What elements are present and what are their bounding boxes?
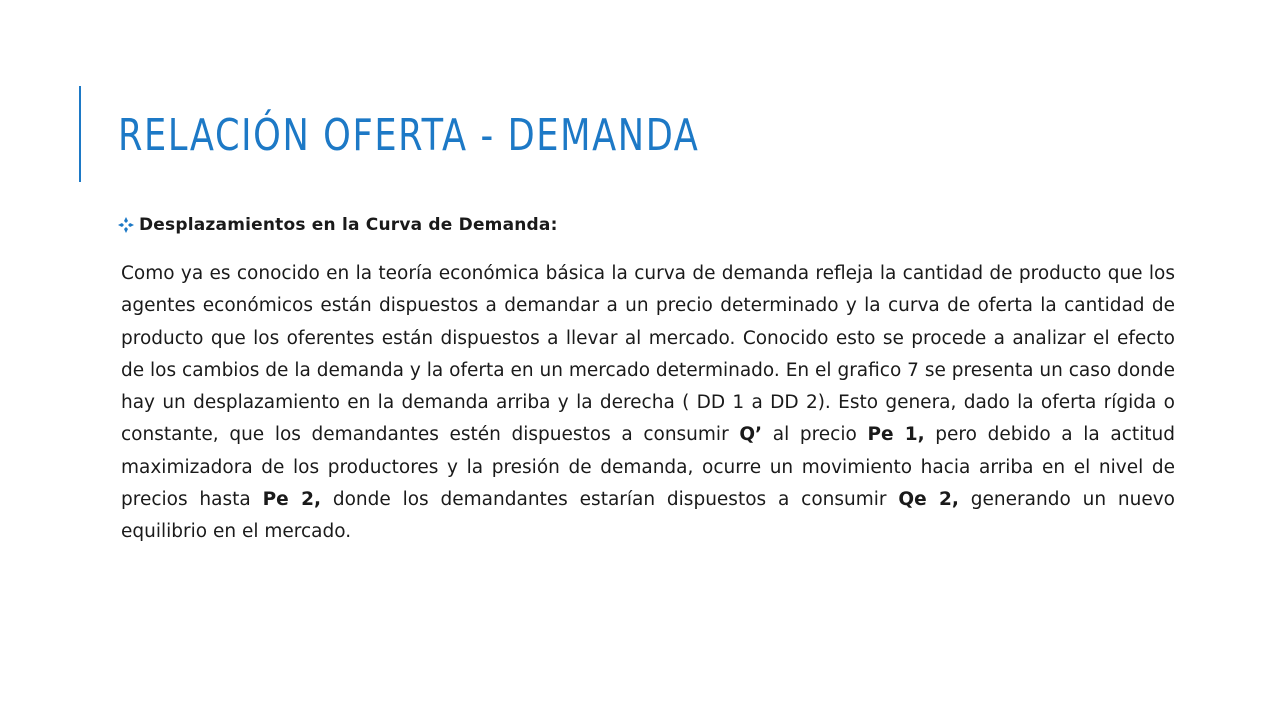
paragraph-segment: donde los demandantes estarían dispuestos a consumir bbox=[321, 489, 899, 511]
slide-title: RELACIÓN OFERTA - DEMANDA bbox=[118, 110, 700, 161]
bullet-heading-text: Desplazamientos en la Curva de Demanda: bbox=[139, 215, 558, 235]
paragraph-bold-segment: Pe 2, bbox=[262, 489, 321, 511]
title-accent-bar bbox=[79, 86, 81, 182]
paragraph-bold-segment: Qe 2, bbox=[898, 489, 959, 511]
body-paragraph bbox=[121, 258, 1175, 549]
bullet-heading bbox=[116, 210, 558, 240]
paragraph-bold-segment: Pe 1, bbox=[867, 424, 925, 446]
paragraph-bold-segment: Q’ bbox=[739, 424, 763, 446]
paragraph-segment: pero debido a la actitud maximizadora de los productores y la presión de demanda, ocurre un movimiento hacia arriba en el nivel de precios hasta bbox=[121, 424, 1176, 511]
diamond-bullet-icon bbox=[116, 215, 136, 235]
paragraph-segment: al precio bbox=[762, 424, 868, 446]
paragraph-segment: generando un nuevo equilibrio en el mercado. bbox=[121, 489, 1175, 543]
paragraph-segment: Como ya es conocido en la teoría económica básica la curva de demanda refleja la cantidad de producto que los agentes económicos están dispuestos a demandar a un precio determinado y la curva de oferta la cantidad de producto que los oferentes están dispuestos a llevar al mercado. Conocido esto se procede a analizar el efecto de los cambios de la demanda y la oferta en un mercado determinado. En el grafico 7 se presenta un caso donde hay un desplazamiento en la demanda arriba y la derecha ( DD 1 a DD 2). Esto genera, dado la oferta rígida o constante, que los demandantes estén dispuestos a consumir bbox=[121, 263, 1175, 446]
